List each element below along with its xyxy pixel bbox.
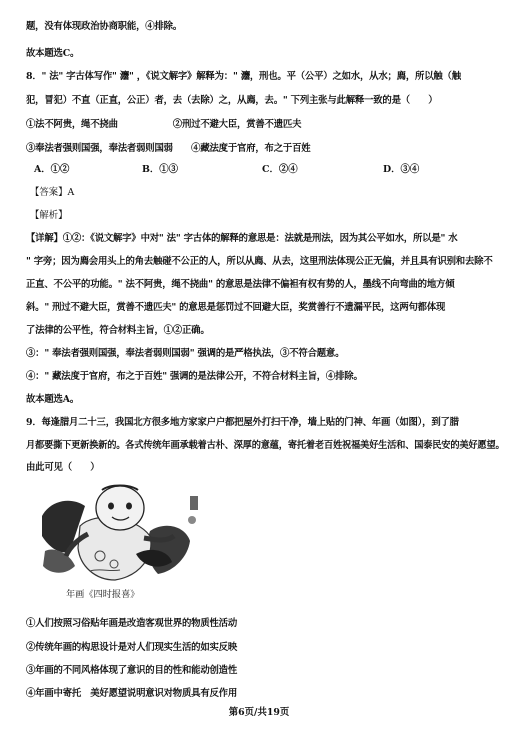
analysis-text: 了法律的公平性，符合材料主旨，①②正确。 xyxy=(26,325,210,336)
new-year-painting-image xyxy=(40,476,205,586)
statement-line: ②传统年画的构思设计是对人们现实生活的如实反映 xyxy=(26,642,238,653)
analysis-text: 【详解】①②：《说文解字》中对" 法" 字古体的解释的意思是：法就是刑法，因为其公平如水，所以是" 水 xyxy=(26,233,458,244)
question-stem: 9．每逢腊月二十三，我国北方很多地方家家户户都把屋外打扫干净，墙上贴的门神、年画（如图），到了腊 xyxy=(26,417,459,428)
statement-line: ③年画的不同风格体现了意识的目的性和能动创造性 xyxy=(26,665,238,676)
analysis-text: " 字旁；因为廌会用头上的角去触碰不公正的人，所以从廌、从去，这里刑法体现公正无偏，并且具有识别和去除不 xyxy=(26,256,493,267)
analysis-label: 【解析】 xyxy=(30,210,68,221)
statement-line: ①人们按照习俗贴年画是改造客观世界的物质性活动 xyxy=(26,618,238,629)
statement-line: ①法不阿贵，绳不挠曲 ②刑过不避大臣，赏善不遗匹夫 xyxy=(26,119,302,130)
analysis-text: ④：" 藏法度于官府，布之于百姓" 强调的是法律公开，不符合材料主旨，④排除。 xyxy=(26,371,363,382)
option-d: D．③④ xyxy=(383,164,420,175)
page-footer: 第6页/共19页 xyxy=(228,707,290,718)
image-caption: 年画《四时报喜》 xyxy=(66,589,140,600)
question-stem: 8．" 法" 字古体写作" 灋" ，《说文解字》解释为：" 灋，刑也。平（公平）之如水，从水；廌，所以触（触 xyxy=(26,71,461,82)
statement-line: ③奉法者强则国强，奉法者弱则国弱 ④藏法度于官府，布之于百姓 xyxy=(26,143,311,154)
answer-label: 【答案】A xyxy=(30,187,75,198)
question-stem: 月都要撕下更新换新的。各式传统年画承载着古朴、深厚的意蕴，寄托着老百姓祝福美好生活和、国泰民安的美好愿望。 xyxy=(26,440,505,451)
analysis-text: ③：" 奉法者强则国强，奉法者弱则国弱" 强调的是严格执法，③不符合题意。 xyxy=(26,348,345,359)
analysis-text: 正直、不公平的功能。" 法不阿贵，绳不挠曲" 的意思是法律不偏袒有权有势的人，墨线不向弯曲的地方倾 xyxy=(26,279,455,290)
statement-line: ④年画中寄托 美好愿望说明意识对物质具有反作用 xyxy=(26,688,238,699)
answer-conclusion: 故本题选C。 xyxy=(26,48,80,59)
option-a: A．①② xyxy=(34,164,70,175)
option-c: C．②④ xyxy=(262,164,298,175)
text-line: 题，没有体现政治协商职能，④排除。 xyxy=(26,21,182,32)
question-stem: 犯，冒犯）不直（正直，公正）者，去（去除）之，从廌，去。" 下列主张与此解释一致的是（ ） xyxy=(26,95,438,106)
option-b: B．①③ xyxy=(142,164,179,175)
question-stem: 由此可见（ ） xyxy=(26,462,100,473)
analysis-text: 斜。" 刑过不避大臣，赏善不遗匹夫" 的意思是惩罚过不回避大臣，奖赏善行不遗漏平民，这两句都体现 xyxy=(26,302,446,313)
answer-conclusion: 故本题选A。 xyxy=(26,394,79,405)
